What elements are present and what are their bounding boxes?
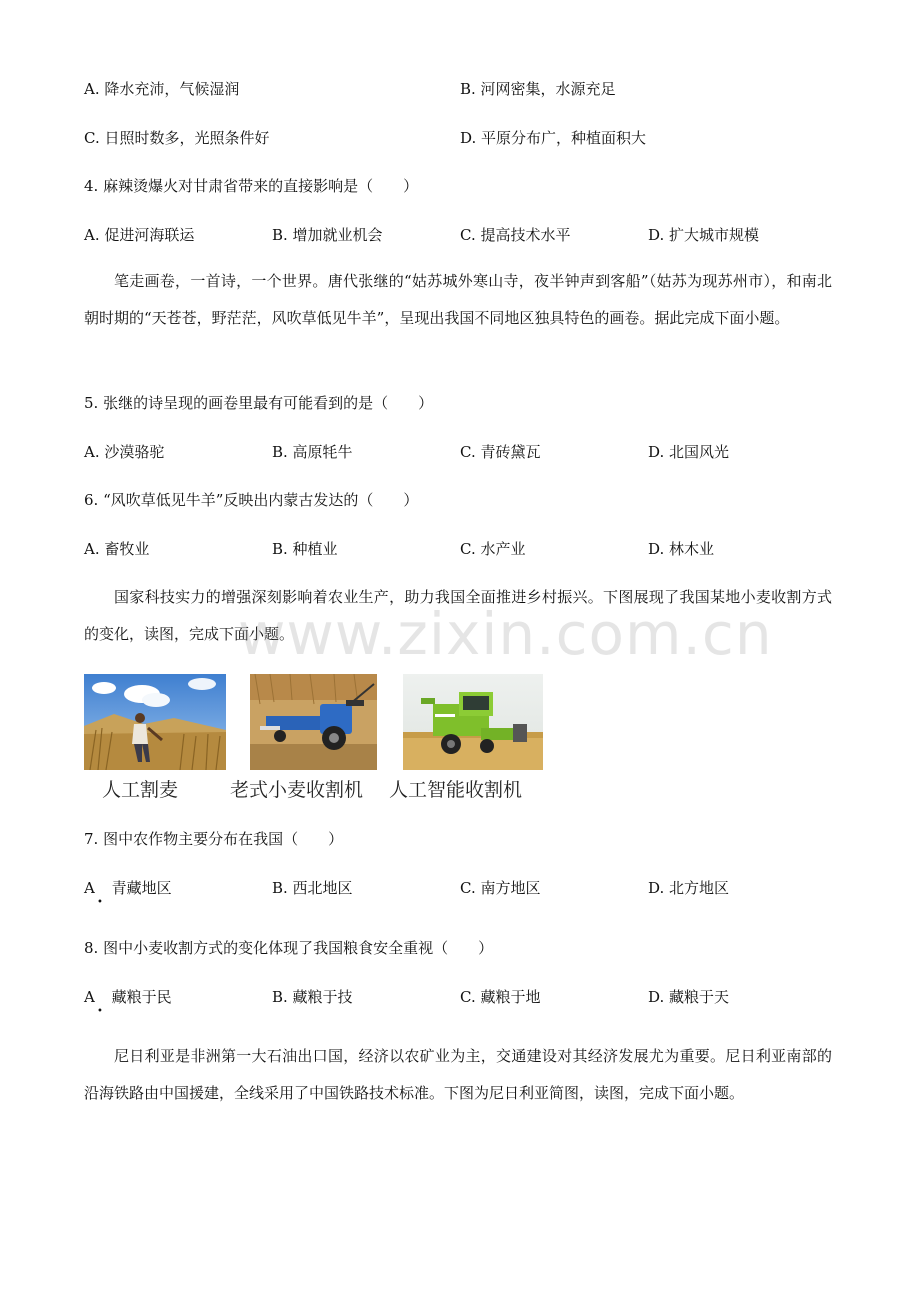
q5-option-d: D. 北国风光 (648, 443, 730, 461)
watermark: www.zixin.com.cn (238, 600, 773, 668)
q6-option-d: D. 林木业 (648, 540, 715, 558)
q4-option-d: D. 扩大城市规模 (648, 226, 760, 244)
q5-option-b: B. 高原牦牛 (272, 443, 353, 461)
q7-option-b: B. 西北地区 (272, 879, 353, 897)
passage-poems (84, 263, 832, 337)
q3-option-a: A. 降水充沛，气候湿润 (84, 80, 240, 98)
caption-old-harvester: 老式小麦收割机 (230, 779, 364, 801)
passage-nigeria (84, 1038, 832, 1112)
q4-option-a: A. 促进河海联运 (84, 226, 195, 244)
q8-stem: 8. 图中小麦收割方式的变化体现了我国粮食安全重视（ ） (84, 939, 494, 957)
passage-wheat-text: 国家科技实力的增强深刻影响着农业生产，助力我国全面推进乡村振兴。下图展现了我国某地小麦收割方式的变化，读图，完成下面小题。 (84, 588, 832, 643)
q5-stem: 5. 张继的诗呈现的画卷里最有可能看到的是（ ） (84, 394, 434, 412)
q3-option-c: C. 日照时数多，光照条件好 (84, 129, 270, 147)
q3-option-b: B. 河网密集，水源充足 (460, 80, 616, 98)
q5-option-c: C. 青砖黛瓦 (460, 443, 541, 461)
manual-harvest-illustration (84, 674, 226, 770)
q6-option-b: B. 种植业 (272, 540, 338, 558)
q8-option-d: D. 藏粮于天 (648, 988, 730, 1006)
q8-option-c: C. 藏粮于地 (460, 988, 541, 1006)
q7-option-a-text: 青藏地区 (111, 879, 172, 897)
q7-option-a (84, 878, 172, 898)
passage-nigeria-text: 尼日利亚是非洲第一大石油出口国，经济以农矿业为主，交通建设对其经济发展尤为重要。尼日利亚南部的沿海铁路由中国援建，全线采用了中国铁路技术标准。下图为尼日利亚简图，读图，完成下面小题。 (84, 1047, 832, 1102)
q5-option-a: A. 沙漠骆驼 (84, 443, 165, 461)
q8-option-a-letter: A (84, 988, 95, 1006)
q6-stem: 6. “风吹草低见牛羊”反映出内蒙古发达的（ ） (84, 491, 419, 509)
q3-option-d: D. 平原分布广，种植面积大 (460, 129, 647, 147)
old-harvester-illustration (250, 674, 377, 770)
q7-option-d: D. 北方地区 (648, 879, 730, 897)
caption-smart-harvester: 人工智能收割机 (389, 779, 523, 801)
q7-option-a-letter: A (84, 879, 95, 897)
q4-option-b: B. 增加就业机会 (272, 226, 383, 244)
q7-option-a-dot: • (97, 897, 103, 908)
q6-option-a: A. 畜牧业 (84, 540, 150, 558)
photo-old-harvester (250, 674, 377, 770)
q4-option-c: C. 提高技术水平 (460, 226, 571, 244)
q8-option-a (84, 987, 172, 1007)
passage-poems-text: 笔走画卷，一首诗，一个世界。唐代张继的“姑苏城外寒山寺，夜半钟声到客船”（姑苏为现苏州市），和南北朝时期的“天苍苍，野茫茫，风吹草低见牛羊”，呈现出我国不同地区独具特色的画卷。据此完成下面小题。 (84, 272, 832, 327)
caption-manual-harvest: 人工割麦 (102, 779, 179, 801)
q8-option-a-text: 藏粮于民 (111, 988, 172, 1006)
q7-stem: 7. 图中农作物主要分布在我国（ ） (84, 830, 344, 848)
q6-option-c: C. 水产业 (460, 540, 526, 558)
smart-harvester-illustration (403, 674, 543, 770)
q7-option-c: C. 南方地区 (460, 879, 541, 897)
q8-option-a-dot: • (97, 1006, 103, 1017)
q4-stem: 4. 麻辣烫爆火对甘肃省带来的直接影响是（ ） (84, 177, 419, 195)
photo-smart-harvester (403, 674, 543, 770)
photo-manual-harvest (84, 674, 226, 770)
q8-option-b: B. 藏粮于技 (272, 988, 353, 1006)
